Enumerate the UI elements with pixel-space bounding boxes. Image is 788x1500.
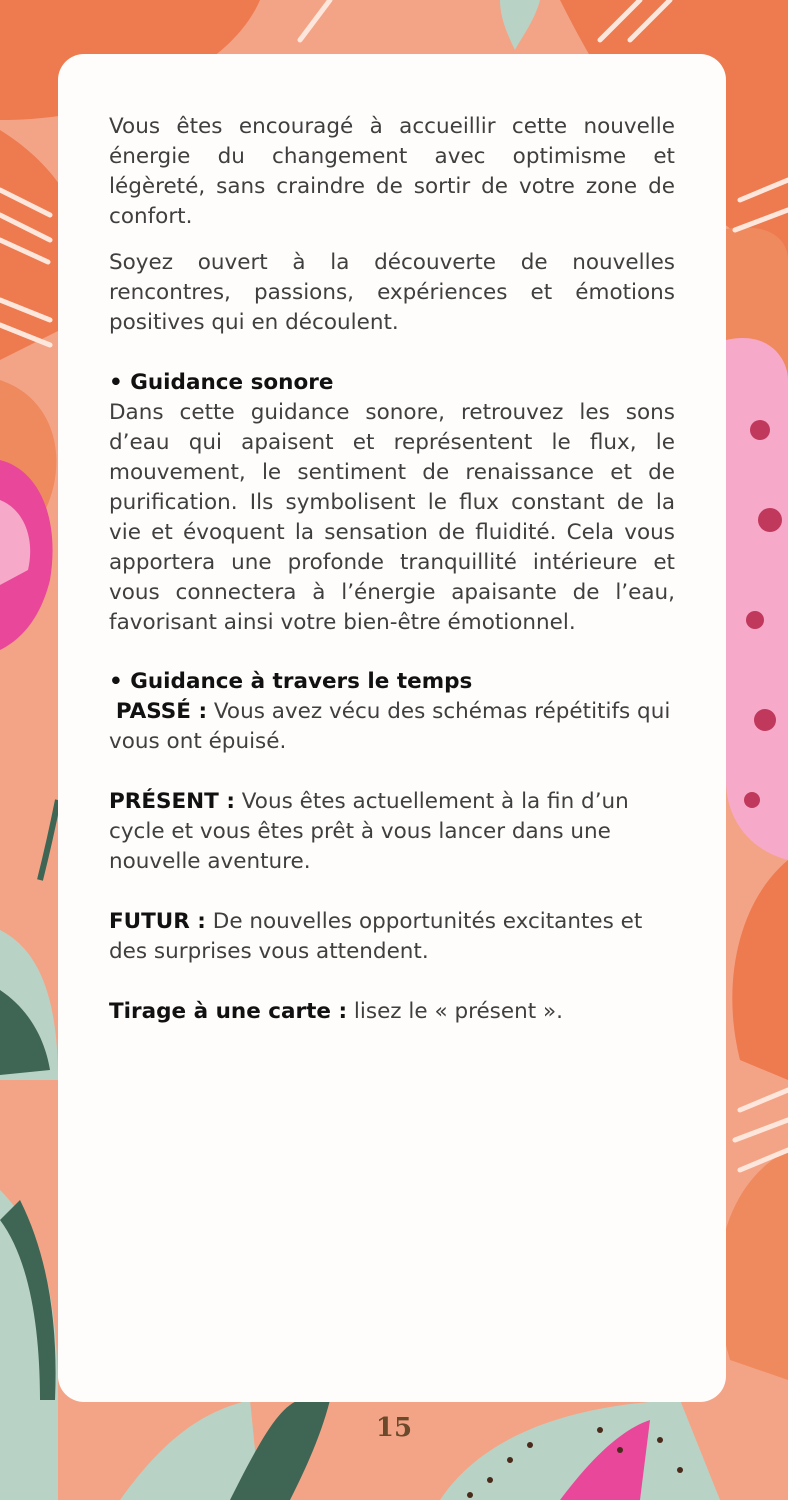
sonore-heading: • Guidance sonore	[109, 370, 334, 395]
page-body	[109, 112, 675, 1027]
tirage-line	[109, 997, 675, 1027]
passe-line	[109, 697, 675, 757]
passe-text: Vous avez vécu des schémas répétitifs qui vous ont épuisé.	[109, 699, 671, 754]
present-text: Vous êtes actuellement à la fin d’un cycle et vous êtes prêt à vous lancer dans une nouvelle aventure.	[109, 789, 629, 874]
futur-line	[109, 907, 675, 967]
present-label: PRÉSENT :	[109, 789, 235, 814]
passe-label: PASSÉ :	[115, 699, 208, 724]
present-line	[109, 787, 675, 877]
temps-heading: • Guidance à travers le temps	[109, 669, 473, 694]
tirage-text: lisez le « présent ».	[353, 999, 563, 1024]
futur-text: De nouvelles opportunités excitantes et des surprises vous attendent.	[109, 909, 643, 964]
openness-paragraph: Soyez ouvert à la découverte de nouvelles rencontres, passions, expériences et émotions positives qui en découlent.	[109, 250, 675, 335]
tirage-label: Tirage à une carte :	[109, 999, 348, 1024]
page-number: 15	[375, 1413, 413, 1443]
sonore-paragraph: Dans cette guidance sonore, retrouvez les sons d’eau qui apaisent et représentent le flux, le mouvement, le sentiment de renaissance et de purification. Ils symbolisent le flux constant de la vie et évoquent la sensation de fluidité. Cela vous apportera une profonde tranquillité intérieure et vous connectera à l’énergie apaisante de l’eau, favorisant ainsi votre bien-être émotionnel.	[109, 400, 675, 635]
intro-paragraph: Vous êtes encouragé à accueillir cette nouvelle énergie du changement avec optimisme et légèreté, sans craindre de sortir de votre zone de confort.	[109, 114, 675, 229]
futur-label: FUTUR :	[109, 909, 206, 934]
